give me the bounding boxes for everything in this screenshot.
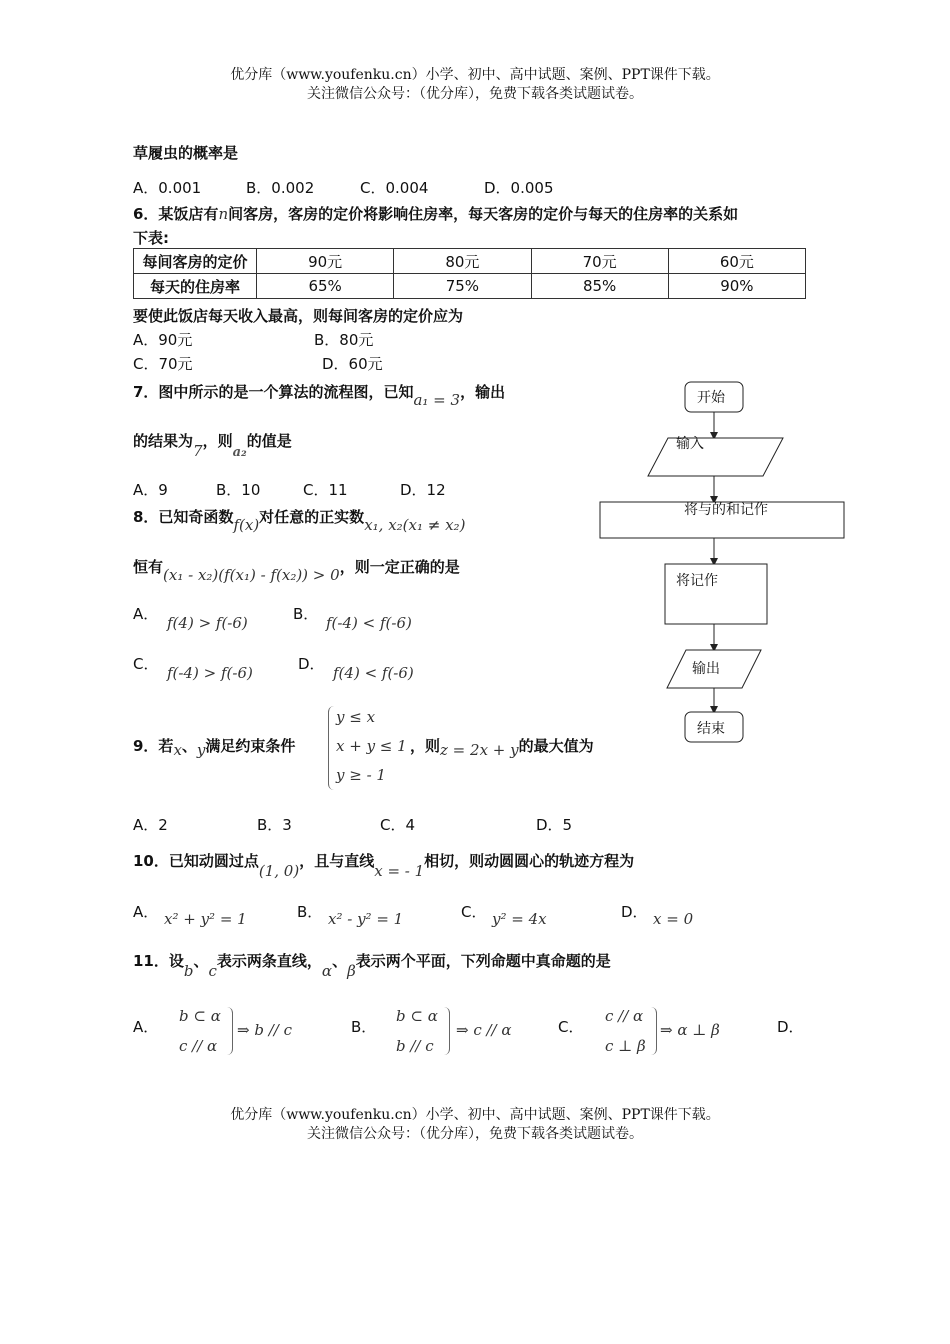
price-occupancy-table xyxy=(133,248,806,299)
algorithm-flowchart xyxy=(590,370,860,750)
page-header-line1: 优分库（www.youfenku.cn）小学、初中、高中试题、案例、PPT课件下载。 xyxy=(230,67,720,83)
q11-stem-c: 表示两个平面，下列命题中真命题的是 xyxy=(355,952,611,970)
flow-step2-label: 将记作 xyxy=(676,573,718,589)
q10-stem-c: 相切，则动圆圆心的轨迹方程为 xyxy=(424,852,635,870)
flow-start-label: 开始 xyxy=(697,390,725,406)
q11-stem-a: 11．设 xyxy=(133,952,184,970)
page-header-line2: 关注微信公众号：（优分库），免费下载各类试题试卷。 xyxy=(307,86,643,102)
q11-stem xyxy=(133,950,611,980)
q5-option-a: A．0.001 xyxy=(133,179,202,197)
q7-option-a: A．9 xyxy=(133,481,168,499)
q10-option-a: x² + y² = 1 xyxy=(164,910,247,928)
q7-stem-e: 的值是 xyxy=(246,432,292,450)
q9-option-b: B．3 xyxy=(257,816,292,834)
table-cell: 90元 xyxy=(257,249,394,274)
q11-option-a-label: A． xyxy=(133,1018,159,1036)
q9-constraint-3: y ≥ - 1 xyxy=(336,766,386,784)
q11-var-b: b xyxy=(183,962,194,980)
table-row xyxy=(134,249,806,274)
q9-option-d: D．5 xyxy=(536,816,573,834)
q7-option-d: D．12 xyxy=(400,481,446,499)
q6-option-b: B．80元 xyxy=(314,331,374,349)
page-footer-line2: 关注微信公众号：（优分库），免费下载各类试题试卷。 xyxy=(307,1126,643,1142)
q11-option-c-brace xyxy=(650,1007,657,1055)
q9-var-x: x xyxy=(173,741,182,759)
q8-inequality: (x₁ - x₂)(f(x₁) - f(x₂)) > 0 xyxy=(163,566,340,584)
q10-option-d: x = 0 xyxy=(653,910,694,928)
table-cell: 85% xyxy=(531,274,668,299)
q9-stem-b: 满足约束条件 xyxy=(205,737,296,755)
q6-stem xyxy=(133,203,738,224)
q11-option-a-premise-1: b ⊂ α xyxy=(179,1007,221,1025)
q10-line: x = - 1 xyxy=(374,862,425,880)
q6-option-c: C．70元 xyxy=(133,355,193,373)
q11-separator-1: 、 xyxy=(193,952,209,970)
q8-option-d: f(4) < f(-6) xyxy=(333,664,414,682)
q8-fx: f(x) xyxy=(233,516,260,534)
table-cell: 75% xyxy=(394,274,531,299)
flow-input-node xyxy=(648,438,783,476)
flow-step1-label: 将与的和记作 xyxy=(684,502,768,518)
q9-stem-c: ，则 xyxy=(410,737,441,755)
q11-option-c-conclusion: ⇒ α ⊥ β xyxy=(660,1021,720,1039)
table-cell: 70元 xyxy=(531,249,668,274)
q7-stem-b: ，输出 xyxy=(460,383,506,401)
q7-result: 7 xyxy=(193,442,203,460)
q7-stem-c: 的结果为 xyxy=(133,432,194,450)
q8-stem-line2 xyxy=(133,556,460,584)
table-row-header: 每间客房的定价 xyxy=(134,249,257,274)
q5-option-c: C．0.004 xyxy=(360,179,429,197)
q8-stem-a: 8．已知奇函数 xyxy=(133,508,234,526)
q6-stem-c: 下表: xyxy=(133,229,169,247)
q5-option-b: B．0.002 xyxy=(246,179,315,197)
q6-stem-a: 6．某饭店有 xyxy=(133,205,219,223)
q11-option-a-premise-2: c // α xyxy=(179,1037,218,1055)
q8-option-a-label: A． xyxy=(133,605,159,623)
q6-question: 要使此饭店每天收入最高，则每间客房的定价应为 xyxy=(133,307,464,325)
q9-stem-d: 的最大值为 xyxy=(518,737,594,755)
q9-stem-tail xyxy=(410,735,594,759)
q10-option-c-label: C． xyxy=(461,903,487,921)
q8-option-c-label: C． xyxy=(133,655,159,673)
q11-var-c: c xyxy=(208,962,217,980)
flow-output-label: 输出 xyxy=(692,661,720,677)
table-cell: 90% xyxy=(668,274,805,299)
q11-option-b-premise-2: b // c xyxy=(396,1037,434,1055)
q9-constraint-brace xyxy=(328,706,335,790)
q7-option-b: B．10 xyxy=(216,481,261,499)
q6-stem-b: 间客房，客房的定价将影响住房率，每天客房的定价与每天的住房率的关系如 xyxy=(228,205,739,223)
q8-option-d-label: D． xyxy=(298,655,325,673)
q9-constraint-1: y ≤ x xyxy=(336,708,376,726)
table-cell: 80元 xyxy=(394,249,531,274)
q9-objective: z = 2x + y xyxy=(440,741,519,759)
q7-stem-line2 xyxy=(133,430,292,460)
q10-stem-a: 10．已知动圆过点 xyxy=(133,852,259,870)
q8-stem-d: ，则一定正确的是 xyxy=(339,558,460,576)
q6-option-d: D．60元 xyxy=(322,355,383,373)
q9-option-c: C．4 xyxy=(380,816,416,834)
q11-option-b-label: B． xyxy=(351,1018,377,1036)
q10-option-d-label: D． xyxy=(621,903,648,921)
q11-option-d-label: D． xyxy=(777,1018,804,1036)
table-cell: 65% xyxy=(257,274,394,299)
q7-stem-a: 7．图中所示的是一个算法的流程图，已知 xyxy=(133,383,414,401)
q8-option-a: f(4) > f(-6) xyxy=(167,614,248,632)
q8-stem-b: 对任意的正实数 xyxy=(259,508,365,526)
q8-stem-c: 恒有 xyxy=(133,558,164,576)
q11-option-b-premise-1: b ⊂ α xyxy=(396,1007,438,1025)
q10-option-a-label: A． xyxy=(133,903,159,921)
q5-tail: 草履虫的概率是 xyxy=(133,144,239,162)
q11-beta: β xyxy=(347,962,356,980)
q11-option-b-conclusion: ⇒ c // α xyxy=(456,1021,512,1039)
q10-point: (1, 0) xyxy=(258,862,300,880)
q9-constraint-2: x + y ≤ 1 xyxy=(336,737,407,755)
q9-separator: 、 xyxy=(181,737,197,755)
q7-stem-line1 xyxy=(133,381,506,409)
q8-option-c: f(-4) > f(-6) xyxy=(167,664,253,682)
q8-stem-line1 xyxy=(133,506,466,534)
q11-option-b-brace xyxy=(443,1007,450,1055)
q11-option-a-conclusion: ⇒ b // c xyxy=(237,1021,292,1039)
q11-separator-2: 、 xyxy=(332,952,348,970)
q8-option-b-label: B． xyxy=(293,605,319,623)
q10-stem xyxy=(133,850,635,880)
flow-end-label: 结束 xyxy=(697,721,725,737)
q7-stem-d: ，则 xyxy=(202,432,233,450)
q6-var-n: n xyxy=(218,205,229,223)
q9-option-a: A．2 xyxy=(133,816,168,834)
q11-option-c-premise-2: c ⊥ β xyxy=(605,1037,646,1055)
table-cell: 60元 xyxy=(668,249,805,274)
q10-stem-b: ，且与直线 xyxy=(299,852,375,870)
q10-option-b: x² - y² = 1 xyxy=(328,910,404,928)
flow-input-label: 输入 xyxy=(676,436,704,452)
q7-condition: a₁ = 3 xyxy=(413,391,461,409)
q11-stem-b: 表示两条直线， xyxy=(216,952,322,970)
q10-option-b-label: B． xyxy=(297,903,323,921)
q8-vars: x₁, x₂(x₁ ≠ x₂) xyxy=(364,516,466,534)
q11-option-a-brace xyxy=(226,1007,233,1055)
q11-alpha: α xyxy=(321,962,333,980)
q8-option-b: f(-4) < f(-6) xyxy=(326,614,412,632)
q11-option-c-label: C． xyxy=(558,1018,584,1036)
q11-option-c-premise-1: c // α xyxy=(605,1007,644,1025)
q9-var-y: y xyxy=(196,741,206,759)
table-row xyxy=(134,274,806,299)
page-footer-line1: 优分库（www.youfenku.cn）小学、初中、高中试题、案例、PPT课件下载。 xyxy=(230,1107,720,1123)
q6-option-a: A．90元 xyxy=(133,331,193,349)
q7-a2: a₂ xyxy=(232,445,247,460)
q7-option-c: C．11 xyxy=(303,481,348,499)
q5-option-d: D．0.005 xyxy=(484,179,554,197)
table-row-header: 每天的住房率 xyxy=(134,274,257,299)
q9-stem xyxy=(133,735,296,759)
q10-option-c: y² = 4x xyxy=(492,910,547,928)
q9-stem-a: 9．若 xyxy=(133,737,174,755)
